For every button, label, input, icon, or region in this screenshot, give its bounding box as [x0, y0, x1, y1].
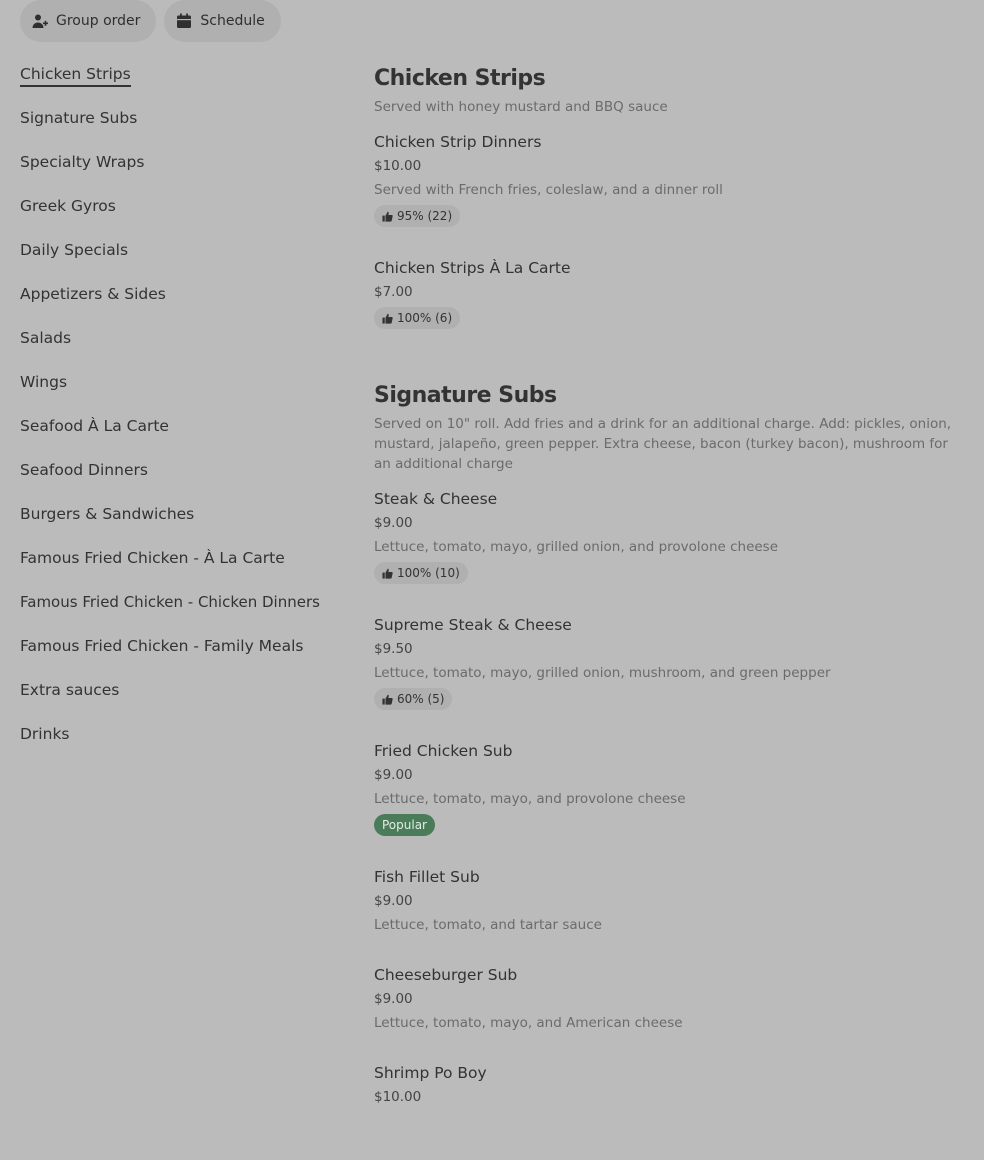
- popular-badge: Popular: [374, 814, 435, 836]
- sidebar-item-burgers-sandwiches[interactable]: [20, 502, 340, 546]
- sidebar-item-salads[interactable]: [20, 326, 340, 370]
- schedule-label: Schedule: [200, 13, 265, 29]
- group-order-label: Group order: [56, 13, 141, 29]
- sidebar-item-label: Drinks: [20, 725, 70, 743]
- sidebar-item-label: Daily Specials: [20, 241, 129, 259]
- person-add-icon: [32, 13, 48, 29]
- sidebar-item-seafood-dinners[interactable]: [20, 458, 340, 502]
- item-description: Served with French fries, coleslaw, and a dinner roll: [374, 182, 723, 198]
- top-toolbar: [20, 0, 281, 42]
- menu-item[interactable]: [374, 964, 969, 1032]
- item-price: $9.00: [374, 893, 413, 909]
- item-name: Chicken Strips À La Carte: [374, 259, 571, 277]
- rating-badge: [374, 562, 468, 584]
- sidebar-item-fried-chicken-a-la-carte[interactable]: [20, 546, 340, 590]
- sidebar-item-label: Salads: [20, 329, 72, 347]
- item-name: Steak & Cheese: [374, 490, 498, 508]
- sidebar-item-label: Greek Gyros: [20, 197, 116, 215]
- thumbs-up-icon: [382, 694, 393, 705]
- item-name: Supreme Steak & Cheese: [374, 616, 572, 634]
- sidebar-item-label: Famous Fried Chicken - Family Meals: [20, 637, 304, 655]
- rating-badge: [374, 205, 460, 227]
- thumbs-up-icon: [382, 313, 393, 324]
- sidebar-item-wings[interactable]: [20, 370, 340, 414]
- item-price: $10.00: [374, 158, 422, 174]
- sidebar-item-specialty-wraps[interactable]: [20, 150, 340, 194]
- schedule-button[interactable]: [164, 0, 280, 42]
- calendar-icon: [176, 13, 192, 29]
- sidebar-item-drinks[interactable]: [20, 722, 340, 766]
- sidebar-item-label: Famous Fried Chicken - Chicken Dinners: [20, 593, 320, 611]
- sidebar-item-fried-chicken-dinners[interactable]: [20, 590, 340, 634]
- sidebar-item-label: Specialty Wraps: [20, 153, 145, 171]
- rating-badge: [374, 307, 460, 329]
- rating-text: 100% (10): [397, 566, 460, 580]
- menu-item[interactable]: [374, 257, 969, 329]
- section-title: Signature Subs: [374, 383, 557, 408]
- menu-section-signature-subs: [374, 383, 969, 1106]
- menu-item[interactable]: [374, 614, 969, 710]
- menu-item[interactable]: [374, 866, 969, 934]
- group-order-button[interactable]: [20, 0, 156, 42]
- rating-text: 95% (22): [397, 209, 453, 223]
- menu-item[interactable]: [374, 488, 969, 584]
- menu-item[interactable]: [374, 131, 969, 227]
- item-description: Lettuce, tomato, mayo, grilled onion, mushroom, and green pepper: [374, 665, 831, 681]
- item-price: $10.00: [374, 1089, 422, 1105]
- item-description: Lettuce, tomato, mayo, grilled onion, and provolone cheese: [374, 539, 779, 555]
- rating-text: 100% (6): [397, 311, 453, 325]
- sidebar-item-daily-specials[interactable]: [20, 238, 340, 282]
- sidebar-item-label: Appetizers & Sides: [20, 285, 166, 303]
- sidebar-item-label: Chicken Strips: [20, 64, 131, 87]
- sidebar-item-fried-chicken-family-meals[interactable]: [20, 634, 340, 678]
- sidebar-item-label: Extra sauces: [20, 681, 120, 699]
- sidebar-item-label: Seafood Dinners: [20, 461, 148, 479]
- sidebar-item-appetizers-sides[interactable]: [20, 282, 340, 326]
- sidebar-item-label: Wings: [20, 373, 68, 391]
- section-description: Served with honey mustard and BBQ sauce: [374, 99, 668, 115]
- item-price: $9.00: [374, 991, 413, 1007]
- sidebar-item-extra-sauces[interactable]: [20, 678, 340, 722]
- sidebar-item-label: Burgers & Sandwiches: [20, 505, 195, 523]
- item-name: Shrimp Po Boy: [374, 1064, 487, 1082]
- item-price: $7.00: [374, 284, 413, 300]
- menu-content: [374, 62, 969, 1160]
- sidebar-item-greek-gyros[interactable]: [20, 194, 340, 238]
- menu-item[interactable]: [374, 740, 969, 836]
- section-title: Chicken Strips: [374, 66, 546, 91]
- sidebar-item-label: Signature Subs: [20, 109, 138, 127]
- rating-badge: [374, 688, 452, 710]
- item-name: Fish Fillet Sub: [374, 868, 480, 886]
- sidebar-item-seafood-a-la-carte[interactable]: [20, 414, 340, 458]
- item-name: Chicken Strip Dinners: [374, 133, 542, 151]
- sidebar-item-chicken-strips[interactable]: [20, 62, 340, 106]
- thumbs-up-icon: [382, 568, 393, 579]
- item-description: Lettuce, tomato, mayo, and American cheese: [374, 1015, 683, 1031]
- rating-text: 60% (5): [397, 692, 445, 706]
- sidebar-item-signature-subs[interactable]: [20, 106, 340, 150]
- item-name: Cheeseburger Sub: [374, 966, 518, 984]
- sidebar-item-label: Seafood À La Carte: [20, 417, 169, 435]
- section-description: Served on 10" roll. Add fries and a drink for an additional charge. Add: pickles, onion, mustard, jalapeño, green pepper. Extra cheese, bacon (turkey bacon), mushroom for an additional charge: [374, 416, 952, 472]
- item-price: $9.00: [374, 515, 413, 531]
- menu-item[interactable]: [374, 1062, 969, 1106]
- item-description: Lettuce, tomato, and tartar sauce: [374, 917, 602, 933]
- item-price: $9.50: [374, 641, 413, 657]
- thumbs-up-icon: [382, 211, 393, 222]
- sidebar-item-label: Famous Fried Chicken - À La Carte: [20, 549, 285, 567]
- item-price: $9.00: [374, 767, 413, 783]
- category-sidebar: [20, 62, 340, 766]
- menu-section-chicken-strips: [374, 66, 969, 329]
- item-name: Fried Chicken Sub: [374, 742, 513, 760]
- item-description: Lettuce, tomato, mayo, and provolone cheese: [374, 791, 686, 807]
